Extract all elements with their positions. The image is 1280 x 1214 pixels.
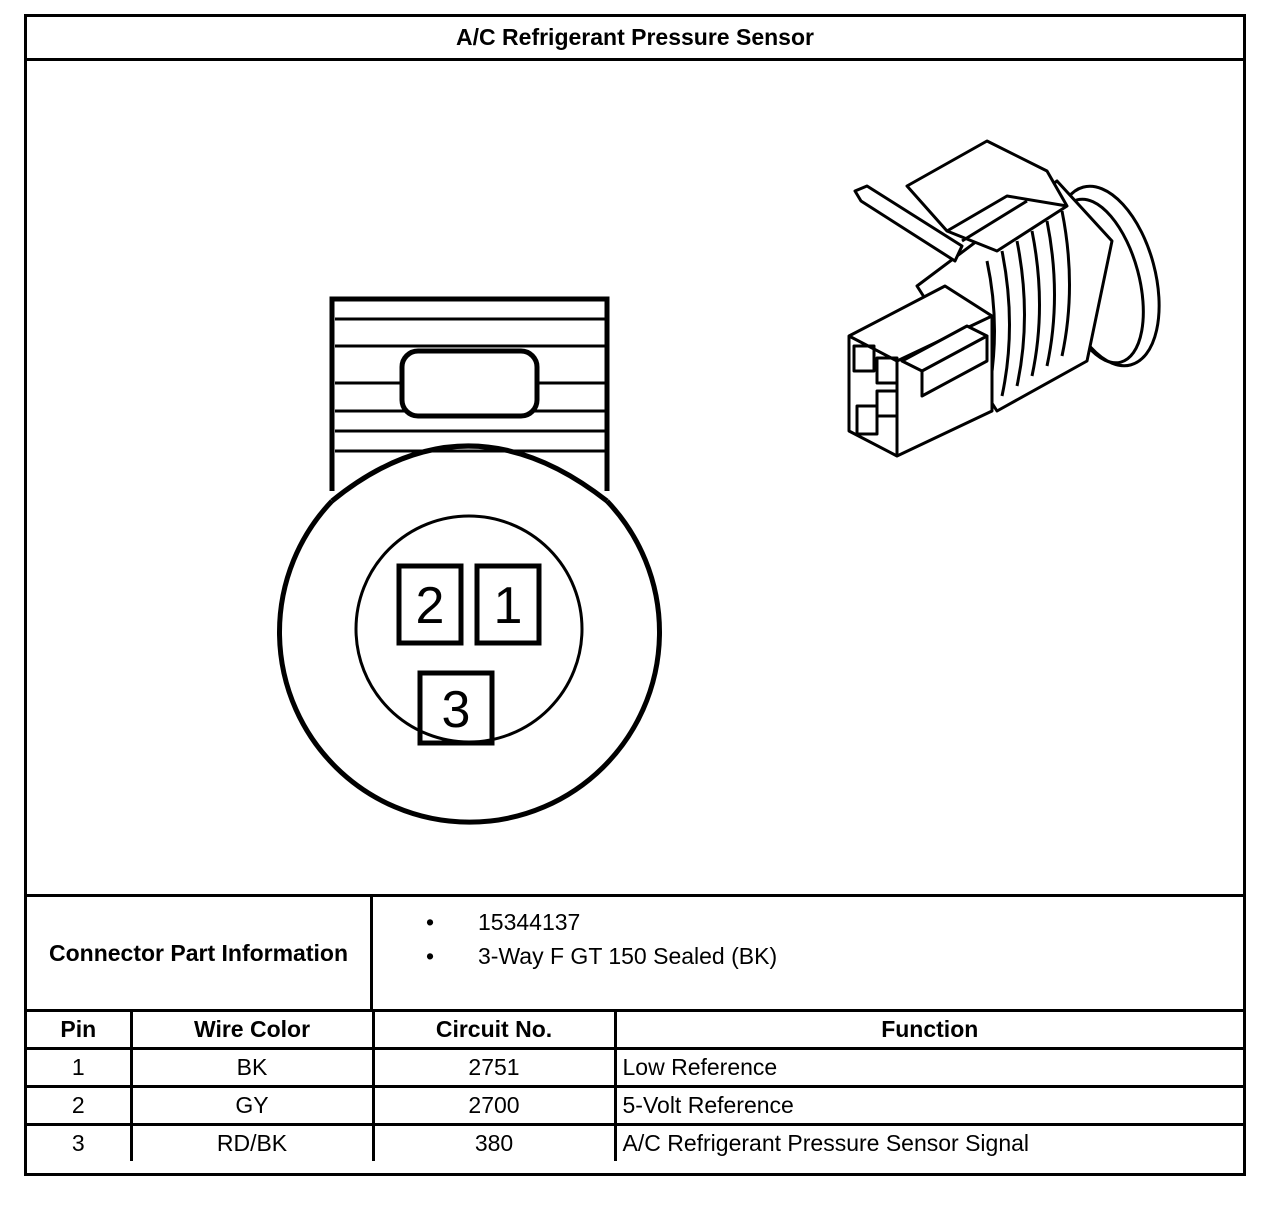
function-cell: Low Reference — [615, 1049, 1243, 1087]
connector-document — [24, 14, 1246, 1176]
connector-face-view — [280, 299, 660, 822]
header-pin: Pin — [27, 1012, 131, 1049]
diagram-area — [27, 61, 1243, 894]
header-function: Function — [615, 1012, 1243, 1049]
pin-cell: 1 — [27, 1049, 131, 1087]
table-header-row — [27, 1012, 1243, 1049]
connector-part-info — [27, 894, 1243, 1012]
function-cell: 5-Volt Reference — [615, 1087, 1243, 1125]
pin-cell: 3 — [27, 1125, 131, 1162]
table-row — [27, 1125, 1243, 1162]
pin-table — [27, 1012, 1243, 1161]
connector-body — [280, 501, 660, 822]
connector-description: 3-Way F GT 150 Sealed (BK) — [478, 943, 778, 969]
page-title: A/C Refrigerant Pressure Sensor — [27, 17, 1243, 61]
connector-diagram — [27, 61, 1243, 894]
connector-part-info-list — [373, 897, 1243, 1009]
wire-color-cell: RD/BK — [131, 1125, 373, 1162]
connector-isometric-illustration — [849, 141, 1177, 456]
circuit-cell: 380 — [373, 1125, 615, 1162]
circuit-cell: 2700 — [373, 1087, 615, 1125]
bullet-icon: • — [426, 943, 435, 969]
pin-1-label: 1 — [493, 577, 523, 635]
table-row — [27, 1087, 1243, 1125]
header-circuit-no: Circuit No. — [373, 1012, 615, 1049]
table-row — [27, 1049, 1243, 1087]
latch-tab — [402, 351, 537, 416]
wire-color-cell: BK — [131, 1049, 373, 1087]
circuit-cell: 2751 — [373, 1049, 615, 1087]
bullet-icon: • — [426, 909, 435, 935]
function-cell: A/C Refrigerant Pressure Sensor Signal — [615, 1125, 1243, 1162]
pin-cell: 2 — [27, 1087, 131, 1125]
pin-3-label: 3 — [441, 681, 471, 739]
part-number: 15344137 — [478, 909, 581, 935]
wire-color-cell: GY — [131, 1087, 373, 1125]
pin-2-label: 2 — [415, 577, 445, 635]
latch-housing — [332, 299, 607, 491]
connector-part-info-label: Connector Part Information — [27, 897, 373, 1009]
header-wire-color: Wire Color — [131, 1012, 373, 1049]
